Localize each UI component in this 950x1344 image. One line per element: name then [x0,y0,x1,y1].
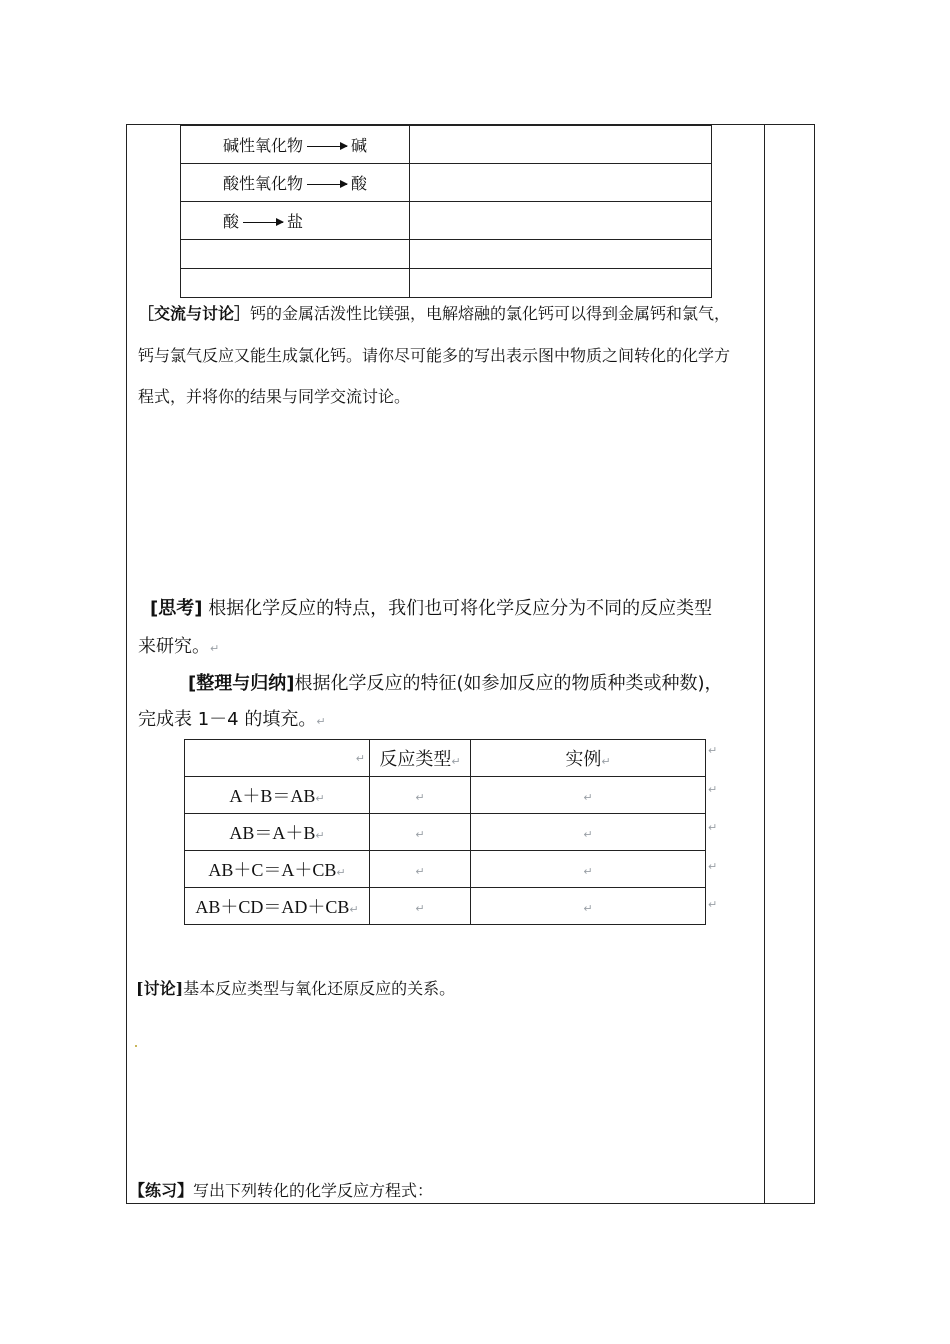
discuss2-line: [讨论]基本反应类型与氧化还原反应的关系。 [136,979,456,998]
row-end-mark: ↵ [708,783,718,796]
stray-mark [135,1045,137,1047]
reaction-type-cell[interactable]: ↵ [370,851,471,888]
row-end-mark: ↵ [708,744,718,757]
table-row [181,240,712,269]
arrow-icon [307,184,347,185]
reaction-type-cell[interactable]: ↵ [370,888,471,925]
header-cell: 实例↵ [471,740,706,777]
reaction-type-cell[interactable]: ↵ [370,814,471,851]
table-row [185,777,706,814]
example-cell[interactable]: ↵ [471,851,706,888]
table-row [181,164,712,202]
conversion-cell: 酸性氧化物 酸 [181,164,410,202]
equation-cell: AB＋CD＝AD＋CB↵ [185,888,370,925]
table-row [181,202,712,240]
arrow-icon [243,222,283,223]
discussion-line-1: ［交流与讨论］钙的金属活泼性比镁强，电解熔融的氯化钙可以得到金属钙和氯气， [138,304,731,323]
answer-cell[interactable] [410,164,712,202]
thinking-tag: [思考] [150,598,203,619]
equation-cell: A＋B＝AB↵ [185,777,370,814]
conversion-cell[interactable] [181,240,410,269]
table-row [181,269,712,298]
table-row [185,814,706,851]
table-row [185,851,706,888]
row-end-mark: ↵ [708,898,718,911]
frame-right-column-divider [764,124,765,1204]
discussion-line-2: 钙与氯气反应又能生成氯化钙。请你尽可能多的写出表示图中物质之间转化的化学方 [138,346,731,365]
example-cell[interactable]: ↵ [471,814,706,851]
table-header-row [185,740,706,777]
example-cell[interactable]: ↵ [471,888,706,925]
summary-line-2: 完成表 1－4 的填充。↵ [138,709,326,730]
exercise-line: 【练习】写出下列转化的化学反应方程式： [129,1181,434,1200]
discussion-line-3: 程式，并将你的结果与同学交流讨论。 [138,387,411,406]
conversion-table [180,125,712,298]
table-row [181,126,712,164]
thinking-line-2: 来研究。↵ [138,636,220,657]
exercise-tag: 【练习】 [129,1181,194,1200]
discuss2-tag: [讨论] [136,979,184,998]
header-cell: ↵ [185,740,370,777]
row-end-mark: ↵ [708,860,718,873]
summary-line-1: [整理与归纳]根据化学反应的特征(如参加反应的物质种类或种数)， [188,673,723,694]
discussion-tag: ［交流与讨论］ [138,304,251,323]
equation-cell: AB＋C＝A＋CB↵ [185,851,370,888]
table-row [185,888,706,925]
summary-tag: [整理与归纳] [188,673,295,694]
answer-cell[interactable] [410,202,712,240]
arrow-icon [307,146,347,147]
row-end-mark: ↵ [708,821,718,834]
example-cell[interactable]: ↵ [471,777,706,814]
answer-cell[interactable] [410,126,712,164]
thinking-line-1: [思考] 根据化学反应的特点，我们也可将化学反应分为不同的反应类型 [150,598,713,619]
reaction-type-cell[interactable]: ↵ [370,777,471,814]
conversion-cell: 酸 盐 [181,202,410,240]
header-cell: 反应类型↵ [370,740,471,777]
conversion-cell[interactable] [181,269,410,298]
reaction-type-table [184,739,706,925]
answer-cell[interactable] [410,269,712,298]
equation-cell: AB＝A＋B↵ [185,814,370,851]
answer-cell[interactable] [410,240,712,269]
conversion-cell: 碱性氧化物 碱 [181,126,410,164]
